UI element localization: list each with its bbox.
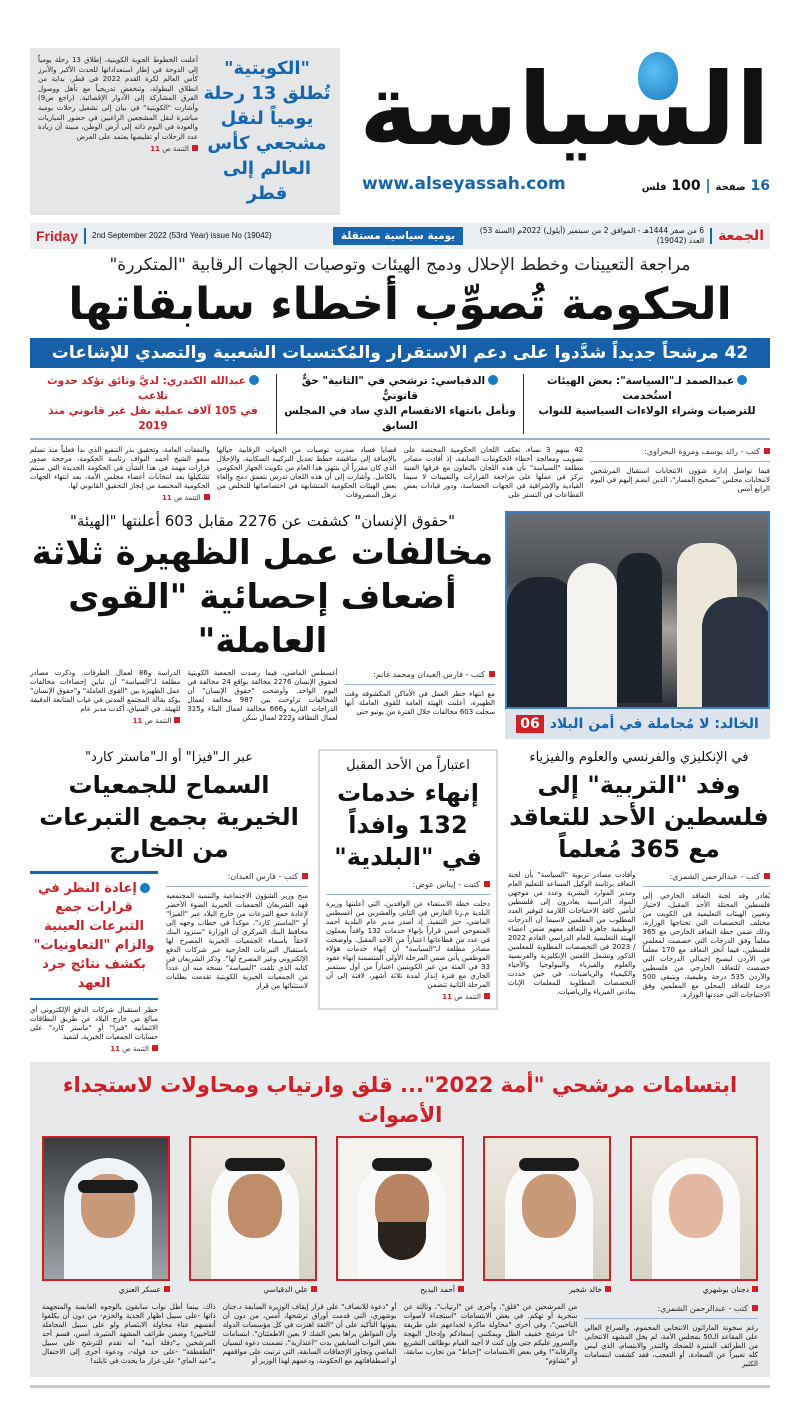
price-currency: فلس bbox=[641, 182, 667, 193]
byline-text: كتب - فارس العبدان ومحمد غانم: bbox=[373, 670, 485, 679]
story5-body bbox=[166, 871, 308, 991]
subheadline[interactable] bbox=[30, 374, 277, 434]
story3-body bbox=[508, 871, 770, 1000]
byline-text: كتب - عبدالرحمن الشمري: bbox=[657, 1304, 748, 1313]
sidebar-headline-text: إعادة النظر في قرارات جمع التبرعات العينية والزام "التعاونيات" بكشف نتائج جرد العهد bbox=[33, 881, 155, 991]
story2-headline[interactable]: مخالفات عمل الظهيرة ثلاثة أضعاف إحصائية "القوى العاملة" bbox=[31, 533, 494, 661]
byline-text: كتب - فارس العبدان: bbox=[227, 872, 298, 881]
story5-headline[interactable]: السماح للجمعيات الخيرية بجمع التبرعات من الخارج bbox=[39, 771, 299, 863]
article-column: قضايا فساد صدرت توصيات من الجهات الرقابية حيالها بالإضافة إلى مناقشة خطط تعديل التركيبة السكانية، والإحلال الذي كان مقرراً أن ينتهي هذا العام من تكويت الجهاز الحكومي بالكامل. وأشارت إلى أن هذه اللجان تدرس بتعمق دمج وإلغاء بعض الهيئات الحكومية المتشابهة في اختصاصاتها للتخلص من ترهل المصروفات bbox=[216, 446, 397, 499]
story5-sidebar bbox=[30, 871, 158, 1054]
globe-icon bbox=[488, 375, 498, 385]
feature-headline[interactable]: ابتسامات مرشحي "أمة 2022"... قلق وارتياب ومحاولات لاستجداء الأصوات bbox=[62, 1073, 738, 1127]
globe-icon bbox=[249, 375, 259, 385]
lead-body bbox=[30, 446, 770, 503]
news-photo-inspection[interactable] bbox=[505, 511, 770, 709]
byline-text: كتب - عبدالرحمن الشمري: bbox=[669, 872, 760, 881]
byline bbox=[326, 879, 490, 895]
candidate-photo[interactable] bbox=[336, 1136, 464, 1295]
story2 bbox=[30, 511, 770, 739]
price-value: 100 bbox=[671, 178, 701, 194]
page-count: 16 bbox=[750, 178, 770, 194]
square-bullet-icon bbox=[484, 881, 490, 887]
continued-page: 11 bbox=[442, 993, 452, 1001]
continued-link[interactable] bbox=[30, 1044, 158, 1054]
story3-kicker: في الإنكليزي والفرنسي والعلوم والفيزياء bbox=[529, 750, 749, 765]
candidate-photos bbox=[42, 1136, 758, 1295]
lead-kicker: مراجعة التعيينات وخطط الإحلال ودمج الهيئات وتوصيات الجهات الرقابية "المتكررة" bbox=[109, 255, 691, 275]
byline bbox=[345, 669, 495, 685]
subheadline-line2: للترضيات وشراء الولاءات السياسية للنواب bbox=[538, 405, 756, 417]
continued-link[interactable] bbox=[38, 144, 198, 154]
subheadline-line2: في 105 آلاف عملية نقل غير قانوني منذ 2019 bbox=[48, 405, 258, 432]
page-count-label: صفحة bbox=[715, 182, 746, 193]
issue-price: 16 صفحة | 100 فلس bbox=[641, 178, 770, 194]
square-bullet-icon bbox=[605, 1286, 611, 1292]
story4-headline[interactable]: إنهاء خدمات 132 وافداً في "البلدية" bbox=[334, 779, 482, 871]
day-arabic: الجمعة bbox=[710, 228, 764, 244]
teaser-headline[interactable]: "الكويتية" تُطلق 13 رحلة يومياً لنقل مشجعي كأس العالم إلى قطر bbox=[203, 58, 331, 204]
square-bullet-icon bbox=[752, 1305, 758, 1311]
page-body bbox=[30, 254, 770, 1388]
article-column bbox=[30, 446, 210, 503]
subheadline[interactable] bbox=[524, 374, 770, 434]
candidates-feature bbox=[30, 1062, 770, 1377]
section-three bbox=[30, 749, 770, 1054]
column-text: رغم سخونة الماراثون الانتخابي المحموم، والصراع العالي على المقاعد الـ50 بمجلس الأمة، لم يخل المشهد الانتخابي من الطرائف المثيرة للضحك والتندر والابتسام، الذي ليس كله تعبيراً عن السعادة، أو التعجب، فقد كشفت ابتسامات الكثير bbox=[584, 1324, 758, 1368]
story5-columns bbox=[30, 871, 308, 1054]
teaser-body bbox=[38, 56, 198, 154]
square-bullet-icon bbox=[764, 873, 770, 879]
continued-page: 11 bbox=[132, 717, 143, 725]
continued-page: 11 bbox=[110, 1045, 120, 1053]
caption-text: الخالد: لا مُجاملة في أمن البلاد bbox=[549, 716, 759, 732]
globe-icon bbox=[140, 883, 150, 893]
byline bbox=[590, 446, 770, 462]
article-column bbox=[590, 446, 770, 494]
candidate-photo[interactable] bbox=[483, 1136, 611, 1295]
story5-kicker: عبر الـ"فيزا" أو الـ"ماستر كارد" bbox=[84, 750, 253, 765]
square-bullet-icon bbox=[764, 448, 770, 454]
byline bbox=[166, 871, 308, 887]
article-column: منح وزير الشؤون الاجتماعية والتنمية المجتمعية فهد الشريعان الجمعيات الخيرية الضوء الأخضر لإعادة جمع التبرعات من خارج البلاد عبر "الفيزا" أو "الماستر كارد"، موكداً في خطاب وجهه إلى محافظ البنك المركزي أن الوزارة "ستزود البنك لاحقاً بأسماء الجمعيات الخيرية المصرح لها باستقبال التبرعات الخارجية عبر شركات الدفع الإلكتروني وغير المصرح لها". وذكر الشريعان في كتابه الذي تلقت "السياسة" نسخة منه أن عدداً من الجمعيات الخيرية الكويتية تقدمت بطلبات لاستثنائها من قرار bbox=[166, 892, 308, 990]
square-bullet-icon bbox=[489, 671, 495, 677]
column-text: مع انتهاء حظر العمل في الأماكن المكشوفة وقت الظهيرة، أعلنت الهيئة العامة للقوى العاملة أنها سجلت 603 مخالفات خلال الفترة من يونيو حتى bbox=[344, 690, 495, 716]
square-bullet-icon bbox=[302, 873, 308, 879]
byline bbox=[643, 871, 771, 887]
feature-body bbox=[42, 1303, 758, 1369]
continued-label: التتمة ص bbox=[454, 993, 481, 1001]
date-arabic: 6 من صفر 1444هـ - الموافق 2 من سبتمبر (أيلول) 2022م (السنة 53) العدد (19042) bbox=[479, 226, 705, 245]
story3-headline[interactable]: وفد "التربية" إلى فلسطين الأحد للتعاقد مع 365 مُعلماً bbox=[509, 771, 769, 863]
photo-frame bbox=[42, 1136, 170, 1281]
column-text: فيما تواصل إدارة شؤون الانتخابات استقبال المرشحين لانتخابات مجلس "تصحيح المسار"، الذين انضم إليهم في اليوم الرابع أمس bbox=[590, 467, 770, 493]
square-bullet-icon bbox=[164, 1286, 170, 1292]
photo-frame bbox=[630, 1136, 758, 1281]
candidate-photo[interactable] bbox=[42, 1136, 170, 1295]
story4-box bbox=[318, 749, 498, 1010]
continued-label: التتمة ص bbox=[173, 494, 201, 502]
photo-caption[interactable] bbox=[505, 709, 770, 739]
column-text: الدراسة و86 لعمال الطرقات. وذكرت مصادر مطلعة لـ"السياسة" أن تباين إحصاءات مخالفات عمل الظهيرة بين "القوى العاملة" و"حقوق الإنسان" يؤكد بقالة المجتمع المدني في غياب المتابعة الدقيقة للهيئة. في السياق، أكدت مدير عام bbox=[30, 669, 181, 713]
day-english: Friday bbox=[36, 228, 86, 244]
story2-photo-column bbox=[505, 511, 770, 739]
lead-banner[interactable]: 42 مرشحاً جديداً شدَّدوا على دعم الاستقرار والمُكتسبات الشعبية والتصدي للإشاعات bbox=[30, 338, 770, 368]
continued-label: التتمة ص bbox=[144, 717, 172, 725]
candidate-photo[interactable] bbox=[189, 1136, 317, 1295]
teaser-text: أعلنت الخطوط الجوية الكويتية، إطلاق 13 رحلة يومياً إلى الدوحة في إطار استعداداتها للحدث الأكبر والأبرز كأس العالم لكرة القدم 2022 في قطر، بداية من انطلاق البطولة، وتنخفض تدريجياً مع تأهل ووصول الفرق المشاركة إلى الأدوار الإقصائية. (راجع ص9) وأشارت "الكويتية" في بيان إلى تشغيل رحلات يومية مباشرة لنقل المشجعين الراغبين في حضور المباريات والعودة في اليوم ذاته إلى أرض الوطن، مبينة أن زيادة عدد الرحلات أو تقليصها يعتمد على العرض bbox=[38, 56, 198, 141]
article-column: من المرشحين عن "قلق"، وأخرى عن "ارتياب"، وثالثة عن سخرية أو تهكم. في بعض الابتسامات "استجداء لأصوات الناخبين"، وفي أخرى "محاولة ماكرة لخداعهم على طريقة "أنا مرشح خفيف الظل ويمكنني إسعادكم وإدخال البهجة والسرور عليكم حتى وإن كنت لا أجيد القيام بوظائف التشريع والرقابة"! وفي بعض الابتسامات "إحباط" من تجارب سابقة، أو "تشاؤم" bbox=[403, 1303, 578, 1365]
photo-frame bbox=[483, 1136, 611, 1281]
square-bullet-icon bbox=[458, 1286, 464, 1292]
continued-page: 11 bbox=[150, 145, 160, 154]
tagline: يومية سياسية مستقلة bbox=[333, 227, 463, 245]
page-ref-badge: 06 bbox=[516, 715, 543, 733]
byline bbox=[584, 1303, 758, 1319]
continued-link[interactable] bbox=[326, 992, 490, 1002]
article-column: حظر استقبال شركات الدفع الإلكتروني أي مبالغ من خارج البلاد عن طريق البطاقات الائتمانية "فيزا" أو "ماستر كارد" على حسابات الجمعيات الخيرية، لتنفيذ bbox=[30, 1006, 158, 1041]
photo-caption: دجنان بوشهري bbox=[702, 1285, 749, 1294]
square-bullet-icon bbox=[204, 494, 210, 500]
article-column bbox=[643, 871, 771, 1000]
square-bullet-icon bbox=[192, 145, 198, 151]
candidate-photo[interactable] bbox=[630, 1136, 758, 1295]
byline-text: كتب - رائد يوسف ومروة البحراوي: bbox=[644, 447, 760, 456]
photo-caption: خالد شخير bbox=[568, 1285, 602, 1294]
square-bullet-icon bbox=[311, 1286, 317, 1292]
photo-caption: أحمد البديح bbox=[420, 1285, 455, 1294]
subheadline-line2: ونأمل بانتهاء الانقسام الذي ساد في المجلس السابق bbox=[284, 405, 516, 432]
byline-text: كتبت - إيناس عوض: bbox=[412, 880, 480, 889]
page-bottom-rule bbox=[30, 1385, 770, 1388]
photo-frame bbox=[336, 1136, 464, 1281]
story4-kicker: اعتباراً من الأحد المقبل bbox=[346, 758, 470, 773]
lead-subheadlines bbox=[30, 374, 770, 440]
story2-kicker: "حقوق الإنسان" كشفت عن 2276 مقابل 603 أعلنتها "الهيئة" bbox=[70, 512, 455, 530]
article-column: دخلت خطة الاستغناء عن الوافدين، التي أعلنتها وزيرة البلدية م.رنا الفارس في الثاني والعشرين من أغسطس الماضي، حيز التنفيذ، إذ أصدر مدير عام البلدية أحمد المنفوحي أمس قراراً بإنهاء خدمات 132 وافداً يعملون في عدد من قطاعاتها اعتباراً من الأحد المقبل. وأوضحت مصادر مطلعة لـ"السياسة" أن إنهاء خدمات هؤلاء الموظفين يأتي ضمن المرحلة الأولى المتضمنة إنهاء عقود 33 في المئة من غير الكويتيين اعتباراً من أول سبتمبر الجاري مع فترة إنذار لمدة ثلاثة أشهر، لافتة إلى أن المرحلة الثانية تتضمن bbox=[326, 900, 491, 989]
photo-frame bbox=[189, 1136, 317, 1281]
subheadline-line1: عبدالله الكندري: لديَّ وثائق تؤكد حدوث تلاعب bbox=[47, 375, 246, 402]
globe-icon bbox=[737, 375, 747, 385]
date-bar bbox=[30, 223, 770, 249]
subheadline-line1: عبدالصمد لـ"السياسة": بعض الهيئات استُخدمت bbox=[546, 375, 735, 402]
continued-link[interactable] bbox=[30, 493, 210, 503]
square-bullet-icon bbox=[484, 993, 490, 999]
website-link[interactable]: www.alseyassah.com bbox=[362, 174, 566, 194]
lead-headline[interactable]: الحكومة تُصوِّب أخطاء سابقاتها bbox=[68, 279, 732, 330]
article-column: 42 بينهم 3 نساء، تعكف اللجان الحكومية المختصة على تصويب ومعالجة أخطاء الحكومات السابقة، إذ أفادت مصادر مطلعة "السياسة" بأن هذه اللجان بالتعاون مع فرقها الفنية تركز في عملها على مراجعة القرارات والتعيينات لا سيما القيادية والإشرافية في الجهات الحساسة، ودور قيادات بعض القطاعات في التستر على bbox=[403, 446, 584, 499]
subheadline[interactable] bbox=[277, 374, 524, 434]
square-bullet-icon bbox=[174, 717, 180, 723]
front-teaser[interactable] bbox=[30, 48, 340, 215]
photo-caption: علي الدقباسي bbox=[263, 1285, 308, 1294]
square-bullet-icon bbox=[752, 1286, 758, 1292]
article-column: ذاك، بينما أطل نواب سابقون بالوجوه العابسة والمتجهمة ذاتها -على سبيل اظهار الجدية والحزم- من دون أن يكلفوا أنفسهم عناء محاولة الابتسام ولو على سبيل المجاملة للناخبين! وضمن طرائف المشهد المثيرة، أمس، قسم أحد المرشحين بـ"دفلة أبيه" أنه تقدم للترشح على سبيل "الطقطقة" -على حد قوله-، ودعوة أخرى إلى الاحتفال بـ"عيد الماي" على غرار ما يحدث في تايلند! bbox=[42, 1303, 216, 1365]
article-column: وأفادت مصادر تربوية "السياسة" بأن لجنة التعاقد برئاسة الوكيل المساعد للتعليم العام ومدير الموارد البشرية وعدد من موجهي المواد الدراسية يغادرون إلى فلسطين لتأمين كافة الاحتياجات اللازمة لتوفير العدد المطلوب من المعلمين لاسيما أن الدرجات الوظيفية جاهزة للتعاقد معهم ضمن أعضاء الهيئة التعليمية للعام الدراسي القادم 2022 / 2023 في التخصصات المطلوبة للمعلمين الذكور وتشمل اللغتين الإنكليزية والفرنسية والعلوم والفيزياء والبيولوجيا والأحياء والكيمياء والرياضيات، في حين حددت التخصصات المطلوبة للمعلمات الإناث بمادتي الفيزياء والرياضيات. bbox=[508, 871, 636, 996]
photo-caption: عسكر العنزي bbox=[118, 1285, 161, 1294]
story2-text bbox=[30, 511, 495, 726]
article-column: أو "دعوة للانصاف" على قرار إيقاف الوزيرة السابقة د.جنان بوشهري، التي قدمت أوراق ترشحها، أمس، من دون أن يفوتها التأكيد على أن "الثقة اهتزت في كل مؤسسات الدولة وأن المواطن يراها بعين الشك لا بعين الاطمئنان". ابتسامات بعض النواب السابقين بدت "اعتذارية"، تضمنت دعوة لنسيان الماضي وتجاوز الإخفاقات السابقة، التي ترتبت على مواقفهم أو اصطفافاتهم مع الحكومة، ودعمهم لهذا الوزير أو bbox=[222, 1303, 397, 1365]
continued-page: 11 bbox=[161, 494, 172, 502]
subheadline-line1: الدقباسي: ترشحي في "الثانية" حقٌّ قانونيٌّ bbox=[301, 375, 486, 402]
date-english: 2nd September 2022 (53rd Year) issue No (19042) bbox=[92, 231, 272, 240]
article-column: أغسطس الماضي، فيما رصدت الجمعية الكويتية لحقوق الإنسان 2276 مخالفة بواقع 24 مخالفة في اليوم الواحد. وأوضحت "حقوق الإنسان" أن المخالفات تراوحت بين 987 مخالفة لعمال الدراجات النارية و666 مخالفة لعمال البناء و315 لعمال النظافة و222 لعمال سكن bbox=[187, 669, 338, 722]
story5 bbox=[30, 749, 308, 1054]
sidebar-headline[interactable] bbox=[30, 871, 158, 1000]
continued-label: التتمة ص bbox=[122, 1045, 149, 1053]
continued-link[interactable] bbox=[30, 716, 180, 726]
story3 bbox=[508, 749, 770, 1000]
newspaper-logo: السياسة bbox=[359, 51, 770, 168]
square-bullet-icon bbox=[152, 1045, 158, 1051]
continued-label: التتمة ص bbox=[162, 145, 189, 154]
article-column bbox=[584, 1303, 758, 1369]
article-column bbox=[30, 669, 180, 726]
story2-body bbox=[30, 669, 495, 726]
column-text: والنفقات العامة، وتحقيق بذر التنفيع الذي بدأ فعلياً منذ تسلم سمو الشيخ أحمد النواف رئاسة الحكومة، مرجحة صدور قرارات مهمة في هذا الشأن في الحكومة الجديدة التي سيتم تشكيلها بعد انتخابات أعضاء مجلس الأمة، بعد انتهاء الجهات الحكومية المختصة من إنجاز التحقيق القانوني لها. bbox=[30, 446, 210, 490]
article-column bbox=[345, 669, 495, 717]
column-text: يُغادر وفد لجنة التعاقد الخارجي إلى فلسطين المحتلة الأحد المقبل، لاختيار وتعيين الهيئات التعليمية في الكويت من مختلف التخصصات التي تحتاجها الوزارة، وذلك ضمن خطة التعاقد الخارجي مع 365 معلماً وفق الدرجات التي خصصت لمعلمي فلسطين، فيما أنجز التعاقد مع 170 معلماً من الأردن ليصبح إجمالي الدرجات التي خصصت للتعاقد الخارجي من فلسطين والأردن 535 درجة وظيفية، ويتبقى 500 درجة للتعاقد المحلي مع المعلمين وفق الاحتياجات التي حددتها الوزارة. bbox=[642, 892, 770, 999]
